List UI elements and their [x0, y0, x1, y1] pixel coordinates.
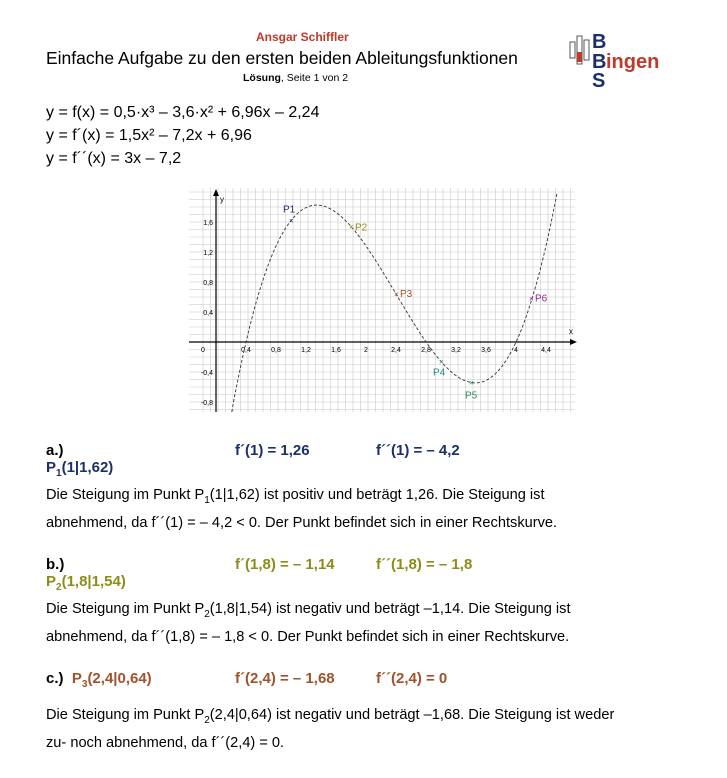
part-a-first-derivative: f´(1) = 1,26: [235, 442, 310, 459]
equation-f1: y = f´(x) = 1,5x² – 7,2x + 6,96: [46, 127, 252, 144]
part-a-text: [46, 484, 726, 535]
point-marker-icon: ×: [439, 357, 444, 367]
part-a-label: a.) $P_1(1|1,62)$: [46, 442, 114, 479]
point-label: P4: [433, 367, 446, 379]
subtitle-rest: , Seite 1 von 2: [280, 72, 349, 84]
y-tick-label: 0,4: [203, 310, 213, 317]
x-tick-label: 1,6: [331, 347, 341, 354]
bbs-bingen-logo: [568, 28, 683, 88]
y-tick-label: -0,4: [200, 370, 213, 377]
point-marker-icon: ×: [529, 294, 534, 304]
part-b-text-line1: Die Steigung im Punkt $P_2(1,8|1,54)$ ist negativ und beträgt –1,14. Die Steigung ist: [46, 601, 571, 620]
part-b-point: $P_2(1,8|1,54)$: [46, 573, 126, 593]
subtitle-bold: Lösung: [243, 72, 281, 84]
x-axis-arrow-icon: [570, 339, 577, 345]
y-tick-label: 0,8: [203, 280, 213, 287]
point-marker-icon: ×: [469, 378, 474, 388]
x-tick-label: 2: [364, 347, 368, 354]
part-a-text-line1: Die Steigung im Punkt $P_1(1|1,62)$ ist positiv und beträgt 1,26. Die Steigung ist: [46, 487, 545, 506]
point-label: P3: [400, 289, 413, 300]
part-c-point: $P_3(2,4|0,64)$: [71, 670, 152, 690]
part-a-text-line2: abnehmend, da f´´(1) = – 4,2 < 0. Der Punkt befindet sich in einer Rechtskurve.: [46, 514, 558, 531]
logo-letter-s: S: [592, 70, 606, 88]
y-tick-label: -0,8: [200, 400, 213, 407]
part-c-second-derivative: f´´(2,4) = 0: [376, 670, 448, 687]
part-a-second-derivative: f´´(1) = – 4,2: [376, 442, 460, 459]
point-marker-icon: ×: [349, 222, 354, 232]
part-c-text: [46, 704, 726, 755]
page-title: Einfache Aufgabe zu den ersten beiden Ableitungsfunktionen: [46, 48, 518, 68]
y-axis-label: y: [220, 195, 224, 204]
x-tick-label: 1,2: [301, 347, 311, 354]
part-c-text-line2: zu- noch abnehmend, da f´´(2,4) = 0.: [46, 734, 285, 751]
y-tick-label: 1,2: [203, 250, 213, 257]
point-label: P6: [535, 293, 548, 305]
logo-letter-b1: B: [592, 31, 607, 53]
point-marker-icon: ×: [394, 290, 399, 299]
x-axis-label: x: [569, 327, 573, 336]
x-tick-label: 2,8: [421, 347, 431, 354]
y-tick-label: 1,6: [203, 220, 213, 227]
part-b-text-line2: abnehmend, da f´´(1,8) = – 1,8 < 0. Der Punkt befindet sich in einer Rechtskurve.: [46, 628, 570, 645]
part-b-text: [46, 598, 726, 649]
part-b-first-derivative: f´(1,8) = – 1,14: [235, 556, 335, 573]
point-marker-icon: ×: [289, 216, 294, 226]
function-graph: [189, 188, 579, 414]
part-c-label: c.) $P_3(2,4|0,64)$: [46, 670, 152, 690]
x-tick-label: 0: [201, 347, 205, 354]
equation-f2: y = f´´(x) = 3x – 7,2: [46, 150, 182, 167]
function-curve: [232, 192, 557, 412]
part-b-label: b.) $P_2(1,8|1,54)$: [46, 556, 126, 593]
point-label: P1: [283, 204, 296, 216]
x-tick-label: 4,4: [541, 347, 551, 354]
logo-letter-b2: B: [592, 51, 607, 73]
logo-word: ingen: [606, 51, 660, 73]
x-tick-label: 0,4: [241, 347, 251, 354]
point-label: P2: [355, 222, 368, 234]
x-tick-label: 3,2: [451, 347, 461, 354]
page-subtitle: [243, 72, 348, 84]
part-c-text-line1: Die Steigung im Punkt $P_2(2,4|0,64)$ ist negativ und beträgt –1,68. Die Steigung ist weder: [46, 707, 615, 726]
part-b-second-derivative: f´´(1,8) = – 1,8: [376, 556, 473, 573]
author-name: Ansgar Schiffler: [256, 30, 349, 44]
logo-bars-icon: [570, 36, 589, 64]
part-a-point: $P_1(1|1,62)$: [46, 459, 114, 479]
x-tick-label: 0,8: [271, 347, 281, 354]
part-c-first-derivative: f´(2,4) = – 1,68: [235, 670, 335, 687]
x-tick-label: 2,4: [391, 347, 401, 354]
equation-f: y = f(x) = 0,5·x³ – 3,6·x² + 6,96x – 2,24: [46, 104, 320, 121]
x-tick-label: 4: [514, 347, 518, 354]
x-tick-label: 3,6: [481, 347, 491, 354]
point-label: P5: [465, 390, 478, 402]
